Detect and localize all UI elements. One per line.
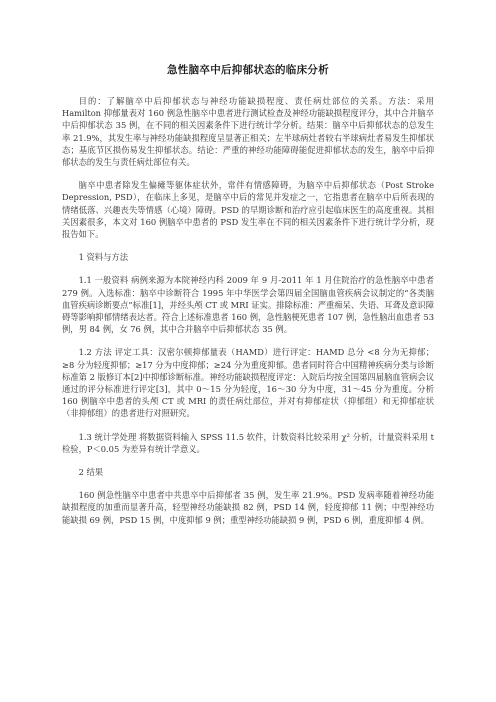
abstract-paragraph: 目的：了解脑卒中后抑郁状态与神经功能缺损程度、责任病灶部位的关系。方法：采用 Hamilton 抑郁量表对 160 例急性脑卒中患者进行测试检查及神经功能缺损程度评分，其中合并脑卒中后抑郁状态 35 例，在不同的相关因素条件下进行统计学分析。结果：脑卒中后抑郁状态的总发生率 21.9%，其发生率与神经功能缺损程度呈显著正相关；左半球病灶者较右半球病灶者易发生抑郁状态；基底节区损伤易发生抑郁状态。结论：严重的神经功能障碍能促进抑郁状态的发生，脑卒中后抑郁状态的发生与责任病灶部位有关。: [62, 96, 434, 168]
methods-paragraph: 1.2 方法 评定工具：汉密尔顿抑郁量表（HAMD）进行评定：HAMD 总分 <8 分为无抑郁；≥8 分为轻度抑郁；≥17 分为中度抑郁；≥24 分为重度抑郁。患者同时符合中国精神疾病分类与诊断标准第 2 版修订本[2]中抑郁诊断标准。神经功能缺损程度评定：入院后均按全国第四届脑血管病会议通过的评分标准进行评定[3]，其中 0～15 分为轻度，16～30 分为中度，31～45 分为重度。分析 160 例脑卒中患者的头颅 CT 或 MRI 的责任病灶部位，并对有抑郁症状（抑郁组）和无抑郁症状（非抑郁组）的患者进行对照研究。: [62, 347, 434, 419]
paper-title: 急性脑卒中后抑郁状态的临床分析: [167, 64, 329, 76]
section-heading-results: 2 结果: [78, 467, 104, 478]
introduction-paragraph: 脑卒中患者除发生偏瘫等躯体症状外，常伴有情感障碍，为脑卒中后抑郁状态（Post Stroke Depression, PSD），在临床上多见，是脑卒中后的常见并发症之一，它指患者在脑卒中后所表现的情绪低落、兴趣丧失等情感（心境）障碍。PSD 的早期诊断和治疗应引起临床医生的高度重视。其相关因素很多，本文对 160 例脑卒中患者的 PSD 发生率在不同的相关因素条件下进行统计学分析，现报告如下。: [62, 180, 434, 240]
general-data-paragraph: 1.1 一般资料 病例来源为本院神经内科 2009 年 9 月-2011 年 1 月住院治疗的急性脑卒中患者 279 例。入选标准：脑卒中诊断符合 1995 年中华医学会第四届全国脑血管疾病会议制定的“各类脑血管疾病诊断要点”标准[1]，并经头颅 CT 或 MRI 证实。排除标准：严重痴呆、失语、耳聋及意识障碍等影响抑郁情绪表达者。符合上述标准患者 160 例，急性脑梗死患者 107 例，急性脑出血患者 53 例，男 84 例，女 76 例，其中合并脑卒中后抑郁状态 35 例。: [62, 275, 434, 335]
statistics-paragraph: 1.3 统计学处理 将数据资料输入 SPSS 11.5 软件，计数资料比较采用 χ² 分析，计量资料采用 t 检验，P＜0.05 为差异有统计学意义。: [62, 431, 434, 454]
section-heading-materials-methods: 1 资料与方法: [78, 252, 128, 263]
results-paragraph: 160 例急性脑卒中患者中共患卒中后抑郁者 35 例，发生率 21.9%。PSD 发病率随着神经功能缺损程度的加重而显著升高，轻型神经功能缺损 82 例，PSD 14 例，轻度抑郁 11 例；中型神经功能缺损 69 例，PSD 15 例，中度抑郁 9 例；重型神经功能缺损 9 例，PSD 6 例，重度抑郁 4 例。: [62, 490, 434, 525]
